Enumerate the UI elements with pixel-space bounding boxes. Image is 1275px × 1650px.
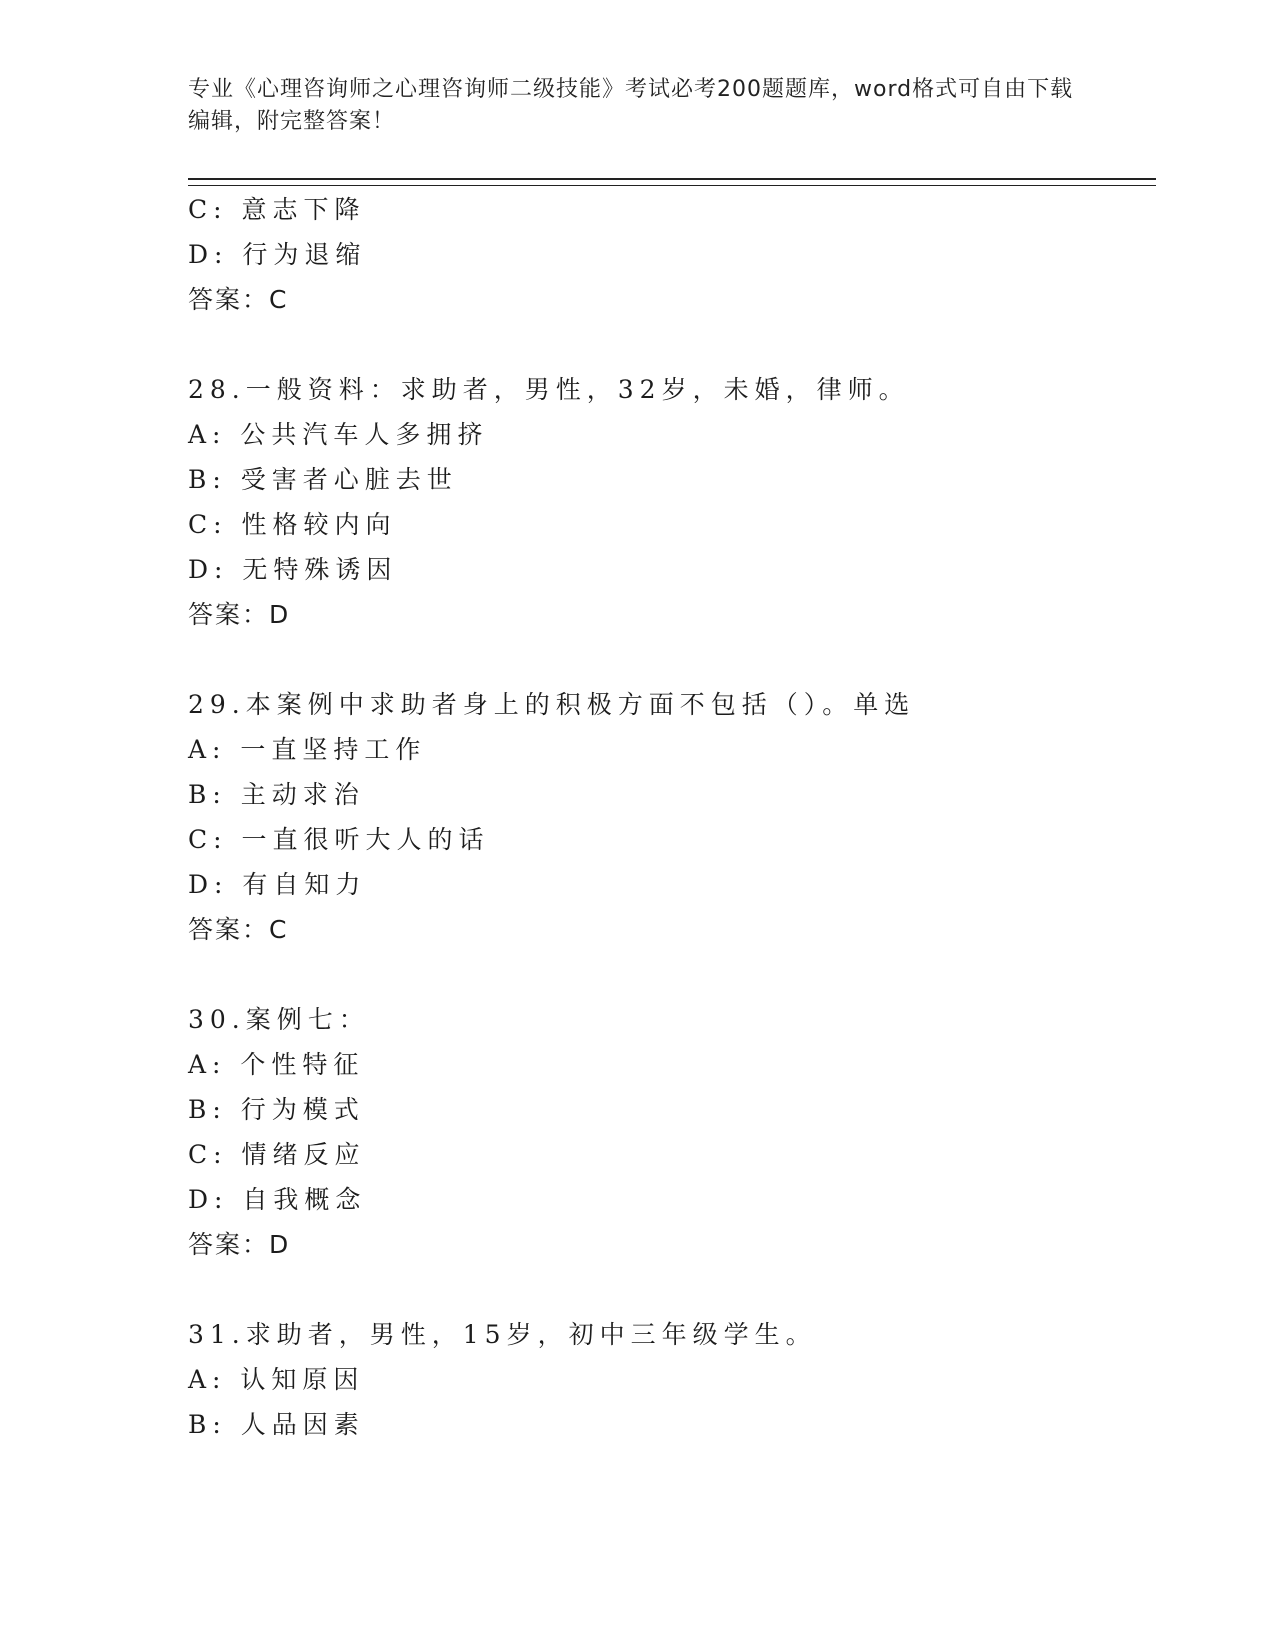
option-d: D: 自我概念 <box>188 1185 367 1214</box>
option-c: C: 性格较内向 <box>188 510 397 539</box>
answer: 答案：C <box>188 915 289 944</box>
option-d: D: 无特殊诱因 <box>188 555 398 584</box>
answer: 答案：D <box>188 1230 291 1259</box>
option-b: B: 行为模式 <box>188 1095 365 1124</box>
option-d: D: 有自知力 <box>188 870 367 899</box>
option-b: B: 人品因素 <box>188 1410 365 1439</box>
option-a: A: 认知原因 <box>188 1365 365 1394</box>
option-a: A: 个性特征 <box>188 1050 365 1079</box>
option-c: C: 情绪反应 <box>188 1140 366 1169</box>
question-28: 28.一般资料：求助者，男性，32岁，未婚，律师。 <box>188 375 910 404</box>
option-a: A: 公共汽车人多拥挤 <box>188 420 489 449</box>
header-divider <box>188 178 1156 186</box>
option-a: A: 一直坚持工作 <box>188 735 427 764</box>
option-b: B: 受害者心脏去世 <box>188 465 458 494</box>
question-30: 30.案例七： <box>188 1005 370 1034</box>
option-d: D: 行为退缩 <box>188 240 367 269</box>
page-header: 专业《心理咨询师之心理咨询师二级技能》考试必考200题题库，word格式可自由下载编辑，附完整答案！ <box>188 77 1074 134</box>
option-c: C: 一直很听大人的话 <box>188 825 490 854</box>
question-29: 29.本案例中求助者身上的积极方面不包括（）。单选 <box>188 690 916 719</box>
question-31: 31.求助者，男性，15岁，初中三年级学生。 <box>188 1320 817 1349</box>
option-b: B: 主动求治 <box>188 780 365 809</box>
option-c: C: 意志下降 <box>188 195 366 224</box>
answer: 答案：C <box>188 285 289 314</box>
answer: 答案：D <box>188 600 291 629</box>
